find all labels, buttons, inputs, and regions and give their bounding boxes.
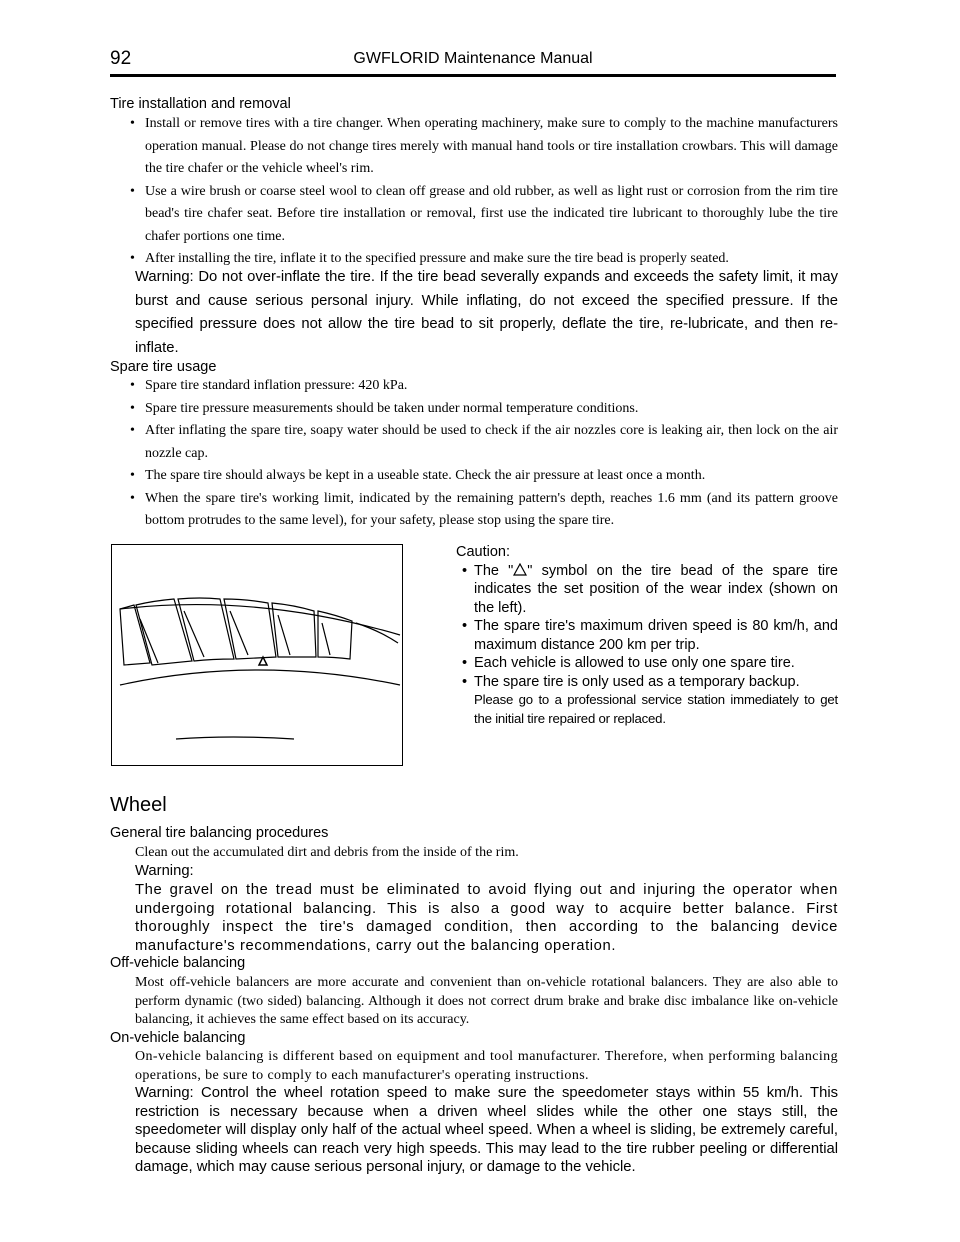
- caution-list: [456, 562, 838, 729]
- tread-sipe: [278, 615, 290, 655]
- off-vehicle-text: Most off-vehicle balancers are more accurate and convenient than on-vehicle rotational balancers. They are also able to perform dynamic (two sided) balancing. Although it does not correct drum brake and brake disc imbalance like on-vehicle balancing, it achieves the same effect based on its accuracy.: [135, 975, 838, 1027]
- wheel-title: Wheel: [110, 794, 167, 816]
- tire-installation-heading: Tire installation and removal: [110, 96, 291, 112]
- list-item: • Use a wire brush or coarse steel wool to clean off grease and old rubber, as well as light rust or corrosion from the rim tire bead's tire chafer seat. Before tire installation or removal, first use the indicated tire lubricant to thoroughly lube the tire chafer portions one time.: [126, 181, 838, 249]
- list-item: • Each vehicle is allowed to use only one spare tire.: [456, 654, 838, 673]
- caution-item-text: " symbol on the tire bead of the spare tire indicates the set position of the wear index (shown on the left).: [474, 562, 838, 616]
- tread-block: [318, 611, 352, 659]
- list-item: • Spare tire standard inflation pressure: 420 kPa.: [126, 375, 838, 398]
- tread-block: [272, 603, 316, 657]
- page-header: [110, 48, 836, 77]
- list-item: [456, 562, 838, 618]
- triangle-icon: [513, 563, 527, 576]
- list-item: • The spare tire should always be kept in a useable state. Check the air pressure at least once a month.: [126, 465, 838, 488]
- manual-title: GWFLORID Maintenance Manual: [353, 50, 593, 67]
- tread-block: [136, 599, 192, 665]
- on-vehicle-warning: Warning: Control the wheel rotation speed to make sure the speedometer stays within 55 km/h. This restriction is necessary because when a driven wheel slides while the other one stays still, the speedometer will display only half of the actual wheel speed. When a wheel is sliding, be extremely careful, because sliding wheels can reach very high speeds. This may lead to the tire rubber peeling or differential damage, which may cause serious personal injury, or damage to the vehicle.: [135, 1085, 838, 1175]
- spare-tire-list: [126, 375, 838, 533]
- on-vehicle-text: On-vehicle balancing is different based on equipment and tool manufacturer. Therefore, when performing balancing operations, be sure to comply to each manufacturer's operating instructions.: [135, 1049, 838, 1083]
- caution-item-text: Please go to a professional service station immediately to get the initial tire repaired or replaced.: [474, 692, 838, 726]
- balancing-warning-text: The gravel on the tread must be eliminated to avoid flying out and injuring the operator when undergoing rotational balancing. This is also a good way to acquire better balance. First thoroughly inspect the tire's damaged condition, then according to the balancing device manufacture's recommendations, carry out the balancing operation.: [135, 882, 838, 954]
- warning-label: Warning:: [135, 863, 194, 879]
- list-item: • After installing the tire, inflate it to the specified pressure and make sure the tire bead is properly seated.: [126, 248, 838, 271]
- caution-item-text: The ": [474, 562, 514, 579]
- tread-sipe: [140, 619, 158, 663]
- tread-sipe: [230, 611, 248, 655]
- on-vehicle-heading: On-vehicle balancing: [110, 1030, 246, 1046]
- caution-box: [456, 543, 838, 728]
- caution-title: Caution:: [456, 544, 511, 560]
- tread-sipe: [322, 623, 330, 655]
- list-item: • Install or remove tires with a tire changer. When operating machinery, make sure to comply to the machine manufacturers operation manual. Please do not change tires merely with manual hand tools or tire installation crowbars. This will damage the tire chafer or the vehicle wheel's rim.: [126, 113, 838, 181]
- general-balancing-text: Clean out the accumulated dirt and debris from the inside of the rim.: [135, 845, 519, 860]
- list-item: • After inflating the spare tire, soapy water should be used to check if the air nozzles core is leaking air, then lock on the air nozzle cap.: [126, 420, 838, 465]
- list-item: [456, 673, 838, 729]
- general-balancing-heading: General tire balancing procedures: [110, 825, 329, 841]
- tread-block: [120, 605, 150, 665]
- tire-installation-list: [126, 113, 838, 271]
- tire-tread-illustration: [112, 545, 401, 764]
- off-vehicle-heading: Off-vehicle balancing: [110, 955, 246, 971]
- caution-item-text: The spare tire is only used as a temporary backup.: [474, 673, 800, 690]
- tread-shoulder-line: [120, 605, 400, 635]
- page-number: 92: [110, 48, 132, 69]
- list-item: • The spare tire's maximum driven speed is 80 km/h, and maximum distance 200 km per trip.: [456, 617, 838, 654]
- rim-line: [176, 737, 294, 739]
- list-item: • Spare tire pressure measurements should be taken under normal temperature conditions.: [126, 398, 838, 421]
- list-item: • When the spare tire's working limit, indicated by the remaining pattern's depth, reaches 1.6 mm (and its pattern groove bottom protrudes to the same level), for your safety, please stop using the spare tire.: [126, 488, 838, 533]
- tire-warning: Warning: Do not over-inflate the tire. If the tire bead severally expands and exceeds the safety limit, it may burst and cause serious personal injury. While inflating, do not exceed the specified pressure. If the specified pressure does not allow the tire bead to sit properly, deflate the tire, re-lubricate, and then re-inflate.: [135, 269, 838, 356]
- sidewall-line: [120, 670, 400, 685]
- tire-wear-index-figure: [111, 544, 403, 766]
- spare-tire-heading: Spare tire usage: [110, 359, 217, 375]
